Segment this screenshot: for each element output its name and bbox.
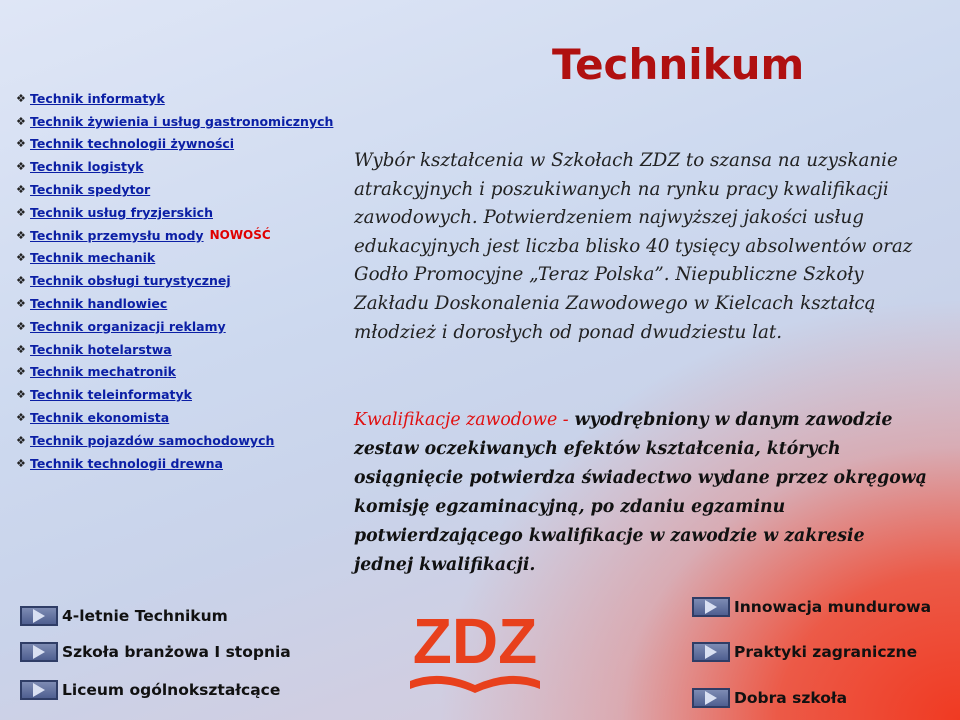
diamond-bullet-icon: ❖ (16, 319, 26, 333)
nav-label: Innowacja mundurowa (734, 598, 932, 616)
profession-link[interactable]: Technik technologii żywności (30, 136, 235, 152)
profession-link[interactable]: Technik mechanik (30, 250, 156, 266)
diamond-bullet-icon: ❖ (16, 228, 26, 242)
profession-link[interactable]: Technik pojazdów samochodowych (30, 432, 275, 448)
profession-list (16, 87, 333, 475)
profession-link[interactable]: Technik spedytor (30, 182, 151, 198)
diamond-bullet-icon: ❖ (16, 297, 26, 311)
arrow-right-icon[interactable] (692, 642, 730, 662)
diamond-bullet-icon: ❖ (16, 160, 26, 174)
diamond-bullet-icon: ❖ (16, 114, 26, 128)
diamond-bullet-icon: ❖ (16, 274, 26, 288)
intro-text: Wybór kształcenia w Szkołach ZDZ to szansa na uzyskanie atrakcyjnych i poszukiwanych na rynku pracy kwalifikacji zawodowych. Potwierdzeniem najwyższej jakości usług edukacyjnych jest liczba blisko 40 tysięcy absolwentów oraz Godło Promocyjne „Teraz Polska”. Niepubliczne Szkoły Zakładu Doskonalenia Zawodowego w Kielcach kształcą młodzież i dorosłych od ponad dwudziestu lat. (354, 150, 913, 343)
zdz-logo (400, 603, 550, 699)
profession-link[interactable]: Technik hotelarstwa (30, 341, 172, 357)
profession-link[interactable]: Technik informatyk (30, 90, 165, 106)
diamond-bullet-icon: ❖ (16, 205, 26, 219)
diamond-bullet-icon: ❖ (16, 251, 26, 265)
profession-link[interactable]: Technik logistyk (30, 159, 144, 175)
profession-link[interactable]: Technik przemysłu mody (30, 227, 204, 243)
list-item (16, 133, 333, 156)
definition-text (354, 406, 929, 580)
nav-liceum-button[interactable] (20, 680, 280, 700)
profession-link[interactable]: Technik handlowiec (30, 296, 168, 312)
page-title: Technikum (552, 40, 805, 89)
arrow-right-icon[interactable] (20, 680, 58, 700)
list-item (16, 201, 333, 224)
list-item (16, 110, 333, 133)
book-icon (410, 676, 540, 693)
diamond-bullet-icon: ❖ (16, 137, 26, 151)
diamond-bullet-icon: ❖ (16, 456, 26, 470)
nav-label: Dobra szkoła (734, 689, 848, 707)
profession-link[interactable]: Technik żywienia i usług gastronomicznych (30, 113, 334, 129)
diamond-bullet-icon: ❖ (16, 91, 26, 105)
list-item (16, 338, 333, 361)
list-item (16, 429, 333, 452)
arrow-right-icon[interactable] (692, 597, 730, 617)
profession-link[interactable]: Technik ekonomista (30, 410, 170, 426)
nav-technikum-button[interactable] (20, 606, 228, 626)
definition-body: wyodrębniony w danym zawodzie zestaw oczekiwanych efektów kształcenia, których osiągnięcie potwierdza świadectwo wydane przez okręgową komisję egzaminacyjną, po zdaniu egzaminu potwierdzającego kwalifikacje w zawodzie w zakresie jednej kwalifikacji. (354, 410, 927, 575)
profession-link[interactable]: Technik technologii drewna (30, 455, 223, 471)
diamond-bullet-icon: ❖ (16, 365, 26, 379)
definition-term: Kwalifikacje zawodowe - (354, 410, 569, 430)
nav-label: Praktyki zagraniczne (734, 643, 918, 661)
profession-link[interactable]: Technik mechatronik (30, 364, 176, 380)
list-item (16, 361, 333, 384)
diamond-bullet-icon: ❖ (16, 411, 26, 425)
profession-link[interactable]: Technik organizacji reklamy (30, 318, 226, 334)
nav-label: Liceum ogólnokształcące (62, 681, 281, 699)
nav-label: 4-letnie Technikum (62, 607, 228, 625)
nav-innowacja-button[interactable] (692, 597, 931, 617)
list-item (16, 155, 333, 178)
nav-praktyki-button[interactable] (692, 642, 917, 662)
new-badge: NOWOŚĆ (209, 228, 271, 243)
diamond-bullet-icon: ❖ (16, 433, 26, 447)
profession-link[interactable]: Technik obsługi turystycznej (30, 273, 231, 289)
list-item (16, 269, 333, 292)
nav-label: Szkoła branżowa I stopnia (62, 643, 291, 661)
list-item (16, 247, 333, 270)
list-item (16, 452, 333, 475)
arrow-right-icon[interactable] (692, 688, 730, 708)
list-item (16, 383, 333, 406)
nav-branzowa-button[interactable] (20, 642, 291, 662)
list-item (16, 87, 333, 110)
nav-dobra-button[interactable] (692, 688, 847, 708)
list-item (16, 406, 333, 429)
logo-text: ZDZ (412, 605, 538, 677)
arrow-right-icon[interactable] (20, 606, 58, 626)
list-item (16, 224, 333, 247)
profession-link[interactable]: Technik teleinformatyk (30, 387, 192, 403)
diamond-bullet-icon: ❖ (16, 183, 26, 197)
diamond-bullet-icon: ❖ (16, 388, 26, 402)
list-item (16, 292, 333, 315)
diamond-bullet-icon: ❖ (16, 342, 26, 356)
list-item (16, 315, 333, 338)
arrow-right-icon[interactable] (20, 642, 58, 662)
list-item (16, 178, 333, 201)
profession-link[interactable]: Technik usług fryzjerskich (30, 204, 213, 220)
